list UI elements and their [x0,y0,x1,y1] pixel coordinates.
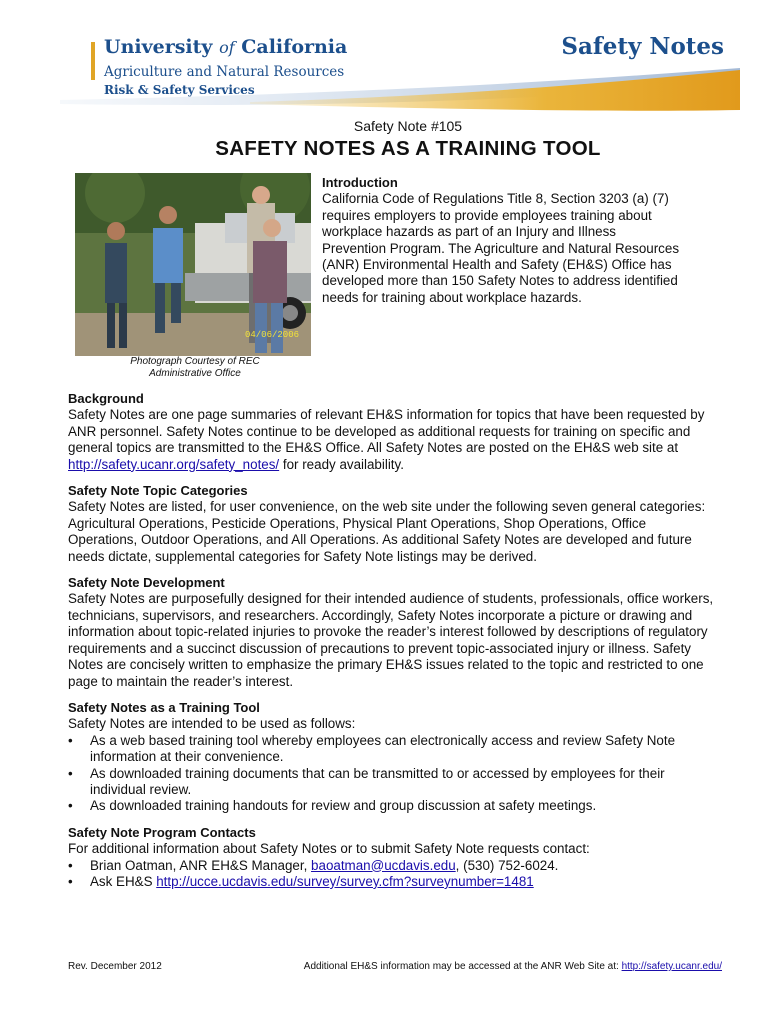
photo-caption: Photograph Courtesy of REC Administrative Office [130,356,260,379]
safety-notes-link[interactable]: http://safety.ucanr.org/safety_notes/ [68,456,280,472]
training-section [68,700,718,815]
background-text: Safety Notes are one page summaries of relevant EH&S information for topics that have been requested by ANR personnel. Safety Notes continue to be developed as additional requests for training on specific and general topics are transmitted to the EH&S Office. All Safety Notes are posted on the EH&S web site at http://safety.ucanr.org/safety_notes/ for ready availability. [68,407,705,472]
list-item: • Brian Oatman, ANR EH&S Manager, baoatman@ucdavis.edu, (530) 752-6024. [68,858,718,874]
contacts-heading: Safety Note Program Contacts [68,824,256,840]
development-text: Safety Notes are purposefully designed for their intended audience of students, professionals, office workers, technicians, supervisors, and researchers. Accordingly, Safety Notes incorporate a picture or drawing and information about topic-related injuries to provoke the reader’s interest followed by descriptions of regulatory requirements and a succinct discussion of precautions to prevent topic-associated injury or illness. Safety Notes are concisely written to emphasize the primary EH&S issues related to the topic and restricted to one page to maintain the reader’s interest. [68,591,714,689]
development-heading: Safety Note Development [68,575,225,591]
university-name: University of California [104,36,348,58]
unit-name: Risk & Safety Services [104,83,255,97]
contacts-section [68,825,718,891]
contacts-list [68,858,718,891]
background-heading: Background [68,391,144,406]
brand-title: Safety Notes [561,33,724,60]
logo-bar [91,42,95,80]
list-item: • As downloaded training documents that can be transmitted to or accessed by employees for their individual review. [68,766,718,799]
list-item: • As downloaded training handouts for review and group discussion at safety meetings. [68,798,718,814]
page-header [0,0,768,118]
footer-note: Additional EH&S information may be accessed at the ANR Web Site at: http://safety.ucanr.edu/ [303,961,722,972]
photo-date-stamp: 04/06/2006 [244,330,299,340]
training-list [68,733,718,815]
main-content [68,391,718,900]
development-section [68,575,718,690]
note-number: Safety Note #105 [353,118,463,134]
intro-text: California Code of Regulations Title 8, Section 3203 (a) (7) requires employers to provide employees training about workplace hazards as part of an Injury and Illness Prevention Program. The Agriculture and Natural Resources (ANR) Environmental Health and Safety (EH&S) Office has developed more than 150 Safety Notes to address identified needs for training about workplace hazards. [322,191,680,305]
photo [75,173,311,356]
list-item: • As a web based training tool whereby employees can electronically access and review Safety Note information at their convenience. [68,733,718,766]
intro-section [322,175,682,306]
revision-date: Rev. December 2012 [68,961,162,972]
contacts-intro: For additional information about Safety Notes or to submit Safety Note requests contact: [68,841,590,857]
training-heading: Safety Notes as a Training Tool [68,699,260,715]
anr-website-link[interactable]: http://safety.ucanr.edu/ [621,961,722,972]
photo-illustration [75,173,311,356]
categories-section [68,483,718,565]
survey-link[interactable]: http://ucce.ucdavis.edu/survey/survey.cfm?surveynumber=1481 [156,873,534,889]
background-section [68,391,718,473]
intro-heading: Introduction [322,175,398,190]
page-title: SAFETY NOTES AS A TRAINING TOOL [215,137,601,160]
categories-text: Safety Notes are listed, for user convenience, on the web site under the following seven general categories: Agricultural Operations, Pesticide Operations, Physical Plant Operations, Shop Operations, Office Operations, Outdoor Operations, and All Operations. As additional Safety Notes are developed and future needs dictate, supplemental categories for Safety Note listings may be derived. [68,499,706,564]
categories-heading: Safety Note Topic Categories [68,483,248,499]
division-name: Agriculture and Natural Resources [104,64,345,80]
email-link[interactable]: baoatman@ucdavis.edu [311,857,456,873]
training-intro: Safety Notes are intended to be used as follows: [68,716,356,732]
list-item: • Ask EH&S http://ucce.ucdavis.edu/survey/survey.cfm?surveynumber=1481 [68,874,718,890]
